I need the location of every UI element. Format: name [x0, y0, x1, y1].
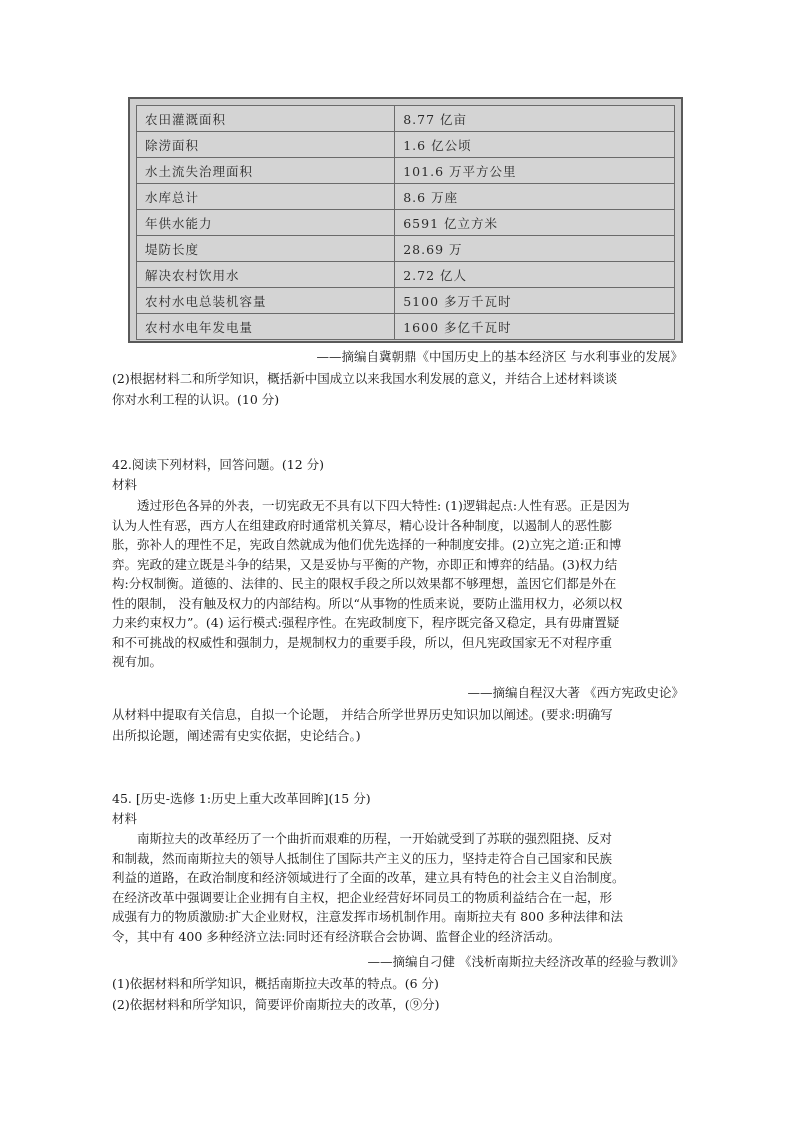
table-cell-item: 年供水能力: [137, 210, 395, 236]
table-row: [137, 210, 675, 236]
table-cell-item: 解决农村饮用水: [137, 262, 395, 288]
q41-question-2-line-1: (2)根据材料二和所学知识，概括新中国成立以来我国水利发展的意义，并结合上述材料谈谈: [112, 371, 618, 386]
table-row: [137, 184, 675, 210]
table-cell-item: 堤防长度: [137, 236, 395, 262]
q42-source: ——摘编自程汉大著 《西方宪政史论》: [467, 685, 684, 700]
q45-material-label: 材料: [112, 811, 138, 826]
q42-header: 42.阅读下列材料，回答问题。(12 分): [112, 457, 325, 472]
q42-material-text: [112, 496, 692, 672]
q42-task-line-2: 出所拟论题，阐述需有史实依据，史论结合。): [112, 728, 361, 743]
table-row: [137, 314, 675, 340]
table-cell-value: 1600 多亿千瓦时: [395, 314, 675, 340]
table-cell-value: 28.69 万: [395, 236, 675, 262]
q42-line: 力来约束权力”。(4) 运行模式:强程序性。在宪政制度下，程序既完备又稳定，具有毋庸置疑: [112, 615, 620, 630]
table-cell-value: 1.6 亿公顷: [395, 132, 675, 158]
q45-question-1: (1)依据材料和所学知识，概括南斯拉夫改革的特点。(6 分): [112, 976, 439, 991]
q41-question-2-line-2: 你对水利工程的认识。(10 分): [112, 392, 280, 407]
q45-line: 成强有力的物质激励:扩大企业财权，注意发挥市场机制作用。南斯拉夫有 800 多种法律和法: [112, 909, 624, 924]
table-row: [137, 288, 675, 314]
q45-line: 令，其中有 400 多种经济立法:同时还有经济联合会协调、监督企业的经济活动。: [112, 928, 561, 944]
table-cell-item: 农村水电年发电量: [137, 314, 395, 340]
table-cell-value: 8.77 亿亩: [395, 106, 675, 132]
table-cell-value: 8.6 万座: [395, 184, 675, 210]
q42-task-line-1: 从材料中提取有关信息，自拟一个论题， 并结合所学世界历史知识加以阐述。(要求:明确写: [112, 707, 613, 722]
table-cell-item: 农田灌溉面积: [137, 106, 395, 132]
q45-material-text: [112, 829, 692, 946]
q45-header: 45. [历史-选修 1:历史上重大改革回眸](15 分): [112, 791, 371, 806]
table-cell-value: 2.72 亿人: [395, 262, 675, 288]
table-row: [137, 236, 675, 262]
q42-line: 透过形色各异的外表，一切宪政无不具有以下四大特性: (1)逻辑起点:人性有恶。正是因为: [137, 498, 630, 513]
water-statistics-table: [136, 105, 675, 340]
table-cell-value: 5100 多万千瓦时: [395, 288, 675, 314]
q42-line: 视有加。: [112, 654, 163, 669]
table-row: [137, 158, 675, 184]
q42-line: 构:分权制衡。道德的、法律的、民主的限权手段之所以效果都不够理想，盖因它们都是外在: [112, 576, 617, 591]
q42-line: 和不可挑战的权威性和强制力，是规制权力的重要手段，所以，但凡宪政国家无不对程序重: [112, 634, 613, 650]
q45-line: 南斯拉夫的改革经历了一个曲折而艰难的历程，一开始就受到了苏联的强烈阻挠、反对: [137, 831, 613, 846]
q45-question-2: (2)依据材料和所学知识，简要评价南斯拉夫的改革，(⑨分): [112, 997, 440, 1012]
table-row: [137, 106, 675, 132]
table-cell-value: 6591 亿立方米: [395, 210, 675, 236]
q42-line: 认为人性有恶，西方人在组建政府时通常机关算尽，精心设计各种制度，以遏制人的恶性膨: [112, 517, 613, 533]
table-cell-item: 除涝面积: [137, 132, 395, 158]
q41-source: ——摘编自冀朝鼎《中国历史上的基本经济区 与水利事业的发展》: [316, 349, 683, 364]
table-row: [137, 132, 675, 158]
table-row: [137, 262, 675, 288]
q42-material-label: 材料: [112, 477, 138, 492]
table-cell-item: 农村水电总装机容量: [137, 288, 395, 314]
water-statistics-table-image: [128, 97, 683, 343]
q45-source: ——摘编自刁健 《浅析南斯拉夫经济改革的经验与教训》: [367, 954, 684, 969]
q45-line: 和制裁，然而南斯拉夫的领导人抵制住了国际共产主义的压力，坚持走符合自己国家和民族: [112, 850, 613, 866]
q45-line: 在经济改革中强调要让企业拥有自主权，把企业经营好坏同员工的物质利益结合在一起，形: [112, 889, 613, 905]
q42-line: 胀，弥补人的理性不足，宪政自然就成为他们优先选择的一种制度安排。(2)立宪之道:正和博: [112, 537, 622, 552]
q42-line: 性的限制， 没有触及权力的内部结构。所以“从事物的性质来说，要防止滥用权力，必须以权: [112, 595, 623, 611]
q42-line: 弈。宪政的建立既是斗争的结果，又是妥协与平衡的产物，亦即正和博弈的结晶。(3)权力结: [112, 556, 618, 572]
table-cell-value: 101.6 万平方公里: [395, 158, 675, 184]
table-cell-item: 水土流失治理面积: [137, 158, 395, 184]
q45-line: 利益的道路，在政治制度和经济领域进行了全面的改革，建立具有特色的社会主义自治制度。: [112, 870, 625, 885]
table-cell-item: 水库总计: [137, 184, 395, 210]
